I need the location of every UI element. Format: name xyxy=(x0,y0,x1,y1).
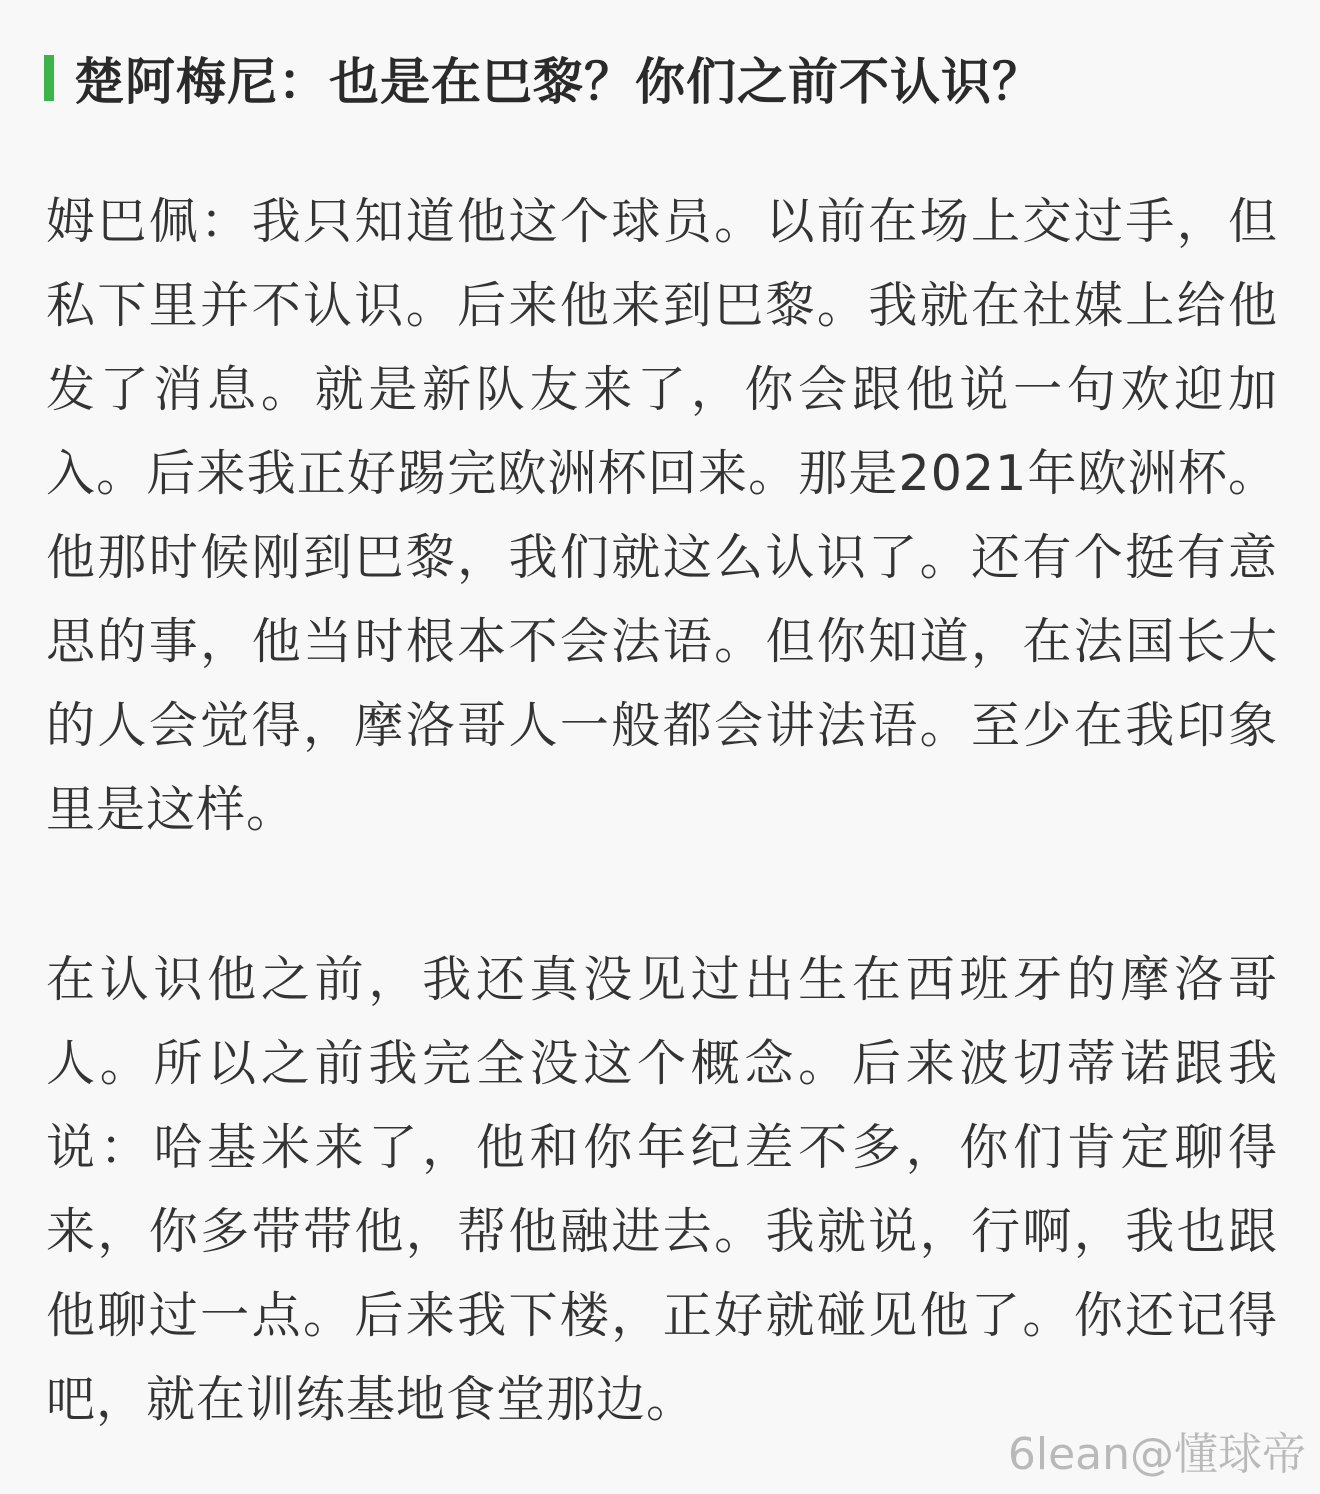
article-body xyxy=(46,180,1278,1442)
heading-accent-bar xyxy=(44,55,54,101)
heading-text: 楚阿梅尼：也是在巴黎？你们之前不认识？ xyxy=(74,53,1043,111)
watermark: 6lean@懂球帝 xyxy=(1007,1429,1306,1480)
paragraph-1: 姆巴佩：我只知道他这个球员。以前在场上交过手，但私下里并不认识。后来他来到巴黎。我就在社媒上给他发了消息。就是新队友来了，你会跟他说一句欢迎加入。后来我正好踢完欧洲杯回来。那是2021年欧洲杯。他那时候刚到巴黎，我们就这么认识了。还有个挺有意思的事，他当时根本不会法语。但你知道，在法国长大的人会觉得，摩洛哥人一般都会讲法语。至少在我印象里是这样。 xyxy=(46,193,1278,838)
section-heading xyxy=(44,42,1284,114)
paragraph-2: 在认识他之前，我还真没见过出生在西班牙的摩洛哥人。所以之前我完全没这个概念。后来波切蒂诺跟我说：哈基米来了，他和你年纪差不多，你们肯定聊得来，你多带带他，帮他融进去。我就说，行啊，我也跟他聊过一点。后来我下楼，正好就碰见他了。你还记得吧，就在训练基地食堂那边。 xyxy=(46,951,1278,1428)
